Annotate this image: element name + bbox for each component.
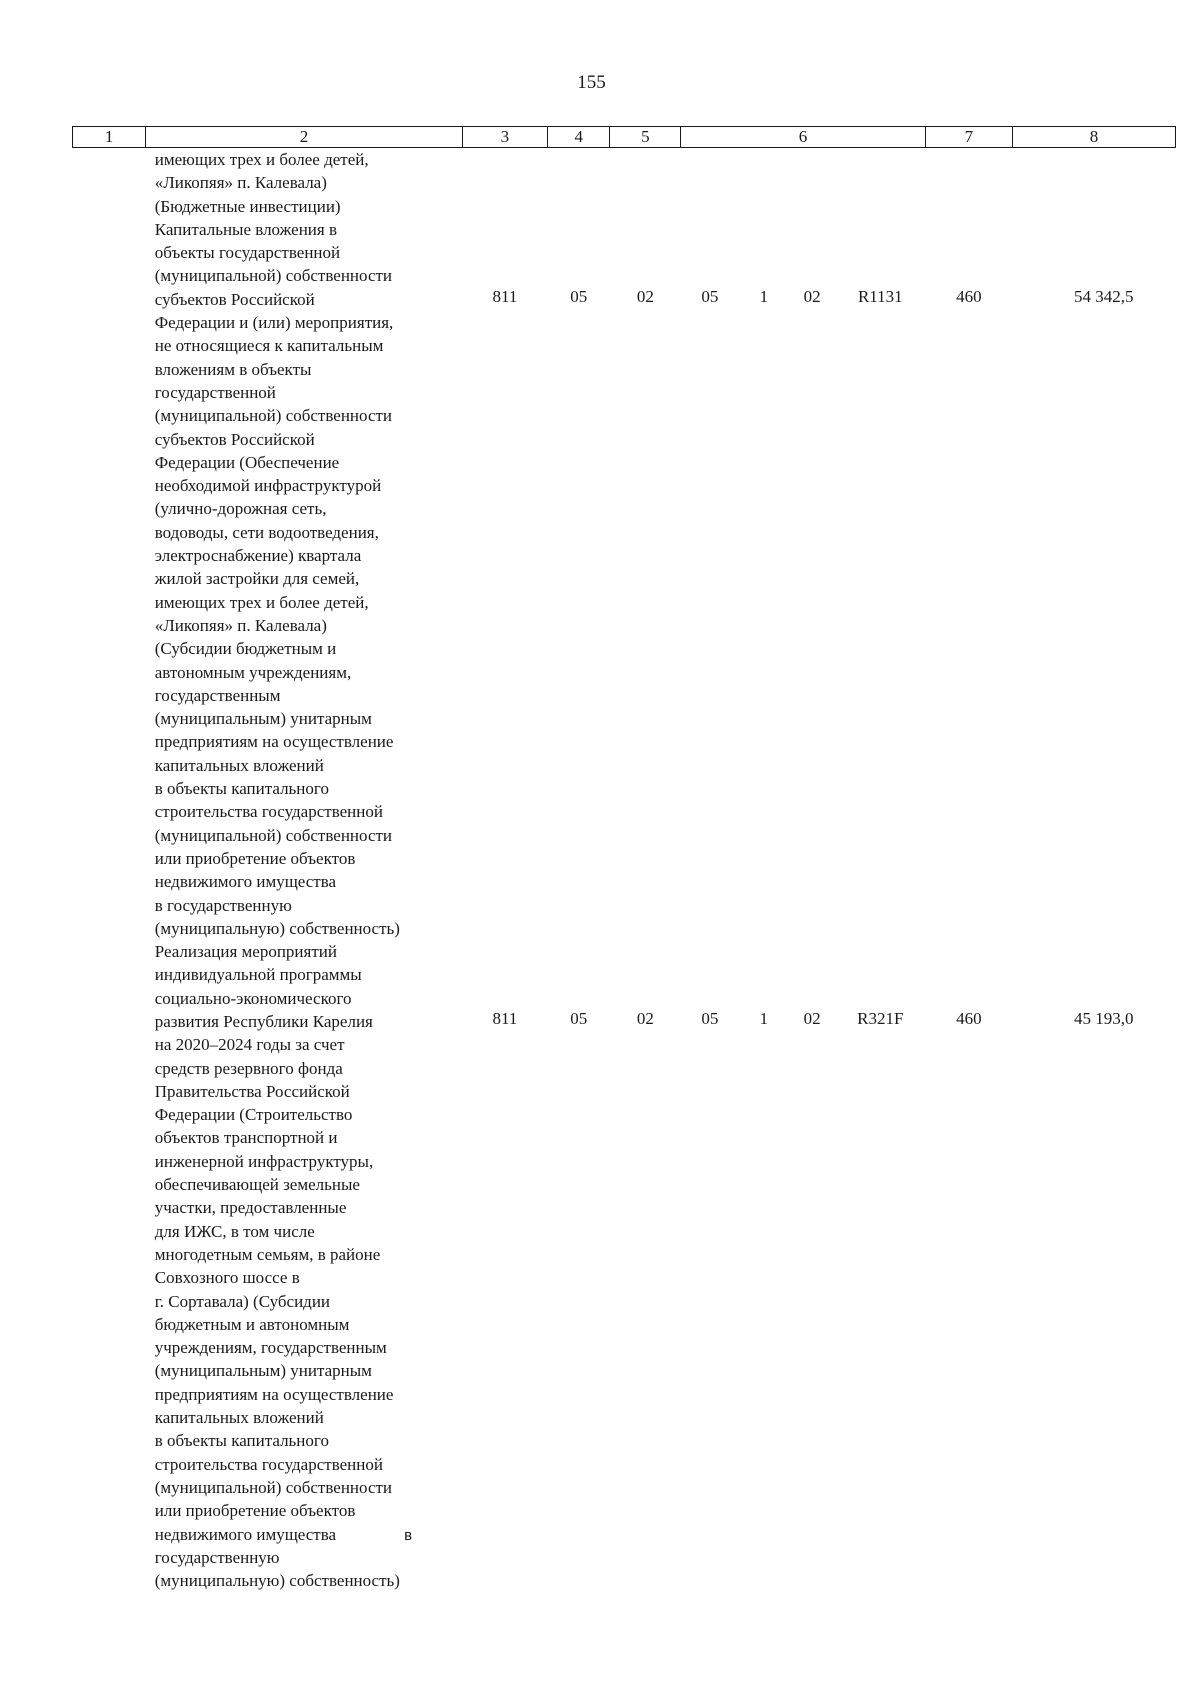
cell-value: 02 [803, 1009, 821, 1029]
cell-c6b [739, 148, 789, 218]
cell-c8 [1013, 218, 1176, 940]
budget-table [72, 126, 1176, 1592]
description-line: Федерации и (или) мероприятия, [154, 313, 394, 333]
description-line: Совхозного шоссе в [154, 1268, 300, 1288]
cell-c6d [836, 218, 926, 940]
column-header: 2 [146, 127, 462, 148]
description-line: государственным [154, 685, 281, 705]
stray-word: в [404, 1526, 413, 1544]
description-line: многодетным семьям, в районе [154, 1244, 381, 1264]
cell-c5 [610, 148, 681, 218]
table-header-row [73, 127, 1176, 148]
cell-row-number [73, 940, 146, 1592]
cell-value: 05 [701, 1009, 719, 1029]
cell-c6a [681, 148, 739, 218]
description-line: Правительства Российской [154, 1081, 350, 1101]
column-header: 8 [1013, 127, 1176, 148]
description-line: (Субсидии бюджетным и [154, 639, 337, 659]
cell-value: 811 [492, 1009, 518, 1029]
cell-row-number [73, 218, 146, 940]
cell-value: 02 [636, 1009, 654, 1029]
description-line: «Ликопяя» п. Калевала) [154, 173, 327, 193]
table-body [73, 148, 1176, 1593]
cell-value: 1 [759, 286, 769, 306]
cell-value: 45 193,0 [1074, 1009, 1134, 1029]
cell-value: R1131 [857, 286, 903, 306]
cell-value: 05 [570, 1009, 588, 1029]
description-line: Реализация мероприятий [154, 942, 337, 962]
description-line: не относящиеся к капитальным [154, 336, 384, 356]
description-line: средств резервного фонда [154, 1058, 343, 1078]
table-row [73, 148, 1176, 218]
cell-c6d [836, 148, 926, 218]
description-line: в объекты капитального [154, 779, 329, 799]
description-line: бюджетным и автономным [154, 1314, 350, 1334]
column-header: 3 [462, 127, 547, 148]
description-line: инженерной инфраструктуры, [154, 1151, 374, 1171]
description-line: учреждениям, государственным [154, 1338, 387, 1358]
cell-description [146, 148, 462, 218]
column-header: 4 [548, 127, 610, 148]
cell-c6c [789, 218, 836, 940]
cell-c6b [739, 218, 789, 940]
description-line: субъектов Российской [154, 289, 315, 309]
description-line: строительства государственной [154, 802, 383, 822]
description-line: Капитальные вложения в [154, 219, 337, 239]
column-header: 1 [73, 127, 146, 148]
column-header: 5 [610, 127, 681, 148]
description-line: г. Сортавала) (Субсидии [154, 1291, 331, 1311]
description-line: предприятиям на осуществление [154, 1384, 394, 1404]
cell-c7 [925, 148, 1013, 218]
cell-description [146, 218, 462, 940]
description-line: Федерации (Обеспечение [154, 452, 340, 472]
cell-c6b [739, 940, 789, 1592]
description-line: на 2020–2024 годы за счет [154, 1035, 345, 1055]
description-line: субъектов Российской [154, 429, 315, 449]
description-line: Федерации (Строительство [154, 1105, 353, 1125]
description-line: государственную [154, 1547, 280, 1567]
cell-c7 [925, 218, 1013, 940]
cell-c4 [548, 218, 610, 940]
description-line: (муниципальным) унитарным [154, 1361, 372, 1381]
description-line: (муниципальным) унитарным [154, 709, 372, 729]
cell-c3 [462, 940, 547, 1592]
description-line: необходимой инфраструктурой [154, 476, 382, 496]
description-line: (муниципальную) собственность) [154, 1571, 400, 1591]
description-line: объекты государственной [154, 243, 341, 263]
cell-c3 [462, 148, 547, 218]
description-line: водоводы, сети водоотведения, [154, 522, 379, 542]
cell-c6a [681, 218, 739, 940]
table-row [73, 218, 1176, 940]
description-line: в объекты капитального [154, 1431, 329, 1451]
cell-c4 [548, 148, 610, 218]
description-line: в государственную [154, 895, 292, 915]
cell-description [146, 940, 462, 1592]
cell-value: 811 [492, 286, 518, 306]
page-number: 155 [577, 72, 606, 93]
description-line: (муниципальной) собственности [154, 1477, 393, 1497]
table-row [73, 940, 1176, 1592]
description-line: социально-экономического [154, 988, 352, 1008]
cell-c6c [789, 940, 836, 1592]
column-header: 7 [925, 127, 1013, 148]
description-line: жилой застройки для семей, [154, 569, 360, 589]
description-line: (Бюджетные инвестиции) [154, 196, 341, 216]
description-line: капитальных вложений [154, 1408, 324, 1428]
description-line: (муниципальную) собственность) [154, 918, 400, 938]
description-line: государственной [154, 382, 276, 402]
description-line: (улично-дорожная сеть, [154, 499, 327, 519]
description-line: или приобретение объектов [154, 1501, 356, 1521]
cell-c6d [836, 940, 926, 1592]
description-line: участки, предоставленные [154, 1198, 347, 1218]
cell-value: 1 [759, 1009, 769, 1029]
cell-c5 [610, 940, 681, 1592]
description-line: (муниципальной) собственности [154, 266, 393, 286]
cell-value: 05 [570, 286, 588, 306]
description-line: недвижимого имущества [154, 872, 337, 892]
description-line: «Ликопяя» п. Калевала) [154, 615, 327, 635]
cell-row-number [73, 148, 146, 218]
description-line: объектов транспортной и [154, 1128, 338, 1148]
cell-c3 [462, 218, 547, 940]
description-line: для ИЖС, в том числе [154, 1221, 315, 1241]
description-line: строительства государственной [154, 1454, 383, 1474]
column-header: 6 [681, 127, 925, 148]
cell-c5 [610, 218, 681, 940]
description-line: или приобретение объектов [154, 848, 356, 868]
description-line: предприятиям на осуществление [154, 732, 394, 752]
cell-value: 02 [803, 286, 821, 306]
description-line: недвижимого имущества в [155, 1523, 462, 1546]
cell-value: 460 [956, 286, 982, 306]
description-line: автономным учреждениям, [154, 662, 352, 682]
cell-c8 [1013, 148, 1176, 218]
cell-c6c [789, 148, 836, 218]
cell-value: R321F [857, 1009, 904, 1029]
cell-value: 05 [701, 286, 719, 306]
description-line: (муниципальной) собственности [154, 406, 393, 426]
cell-c8 [1013, 940, 1176, 1592]
description-line: обеспечивающей земельные [154, 1175, 360, 1195]
cell-value: 54 342,5 [1074, 286, 1134, 306]
description-line: (муниципальной) собственности [154, 825, 393, 845]
description-line: развития Республики Карелия [154, 1011, 373, 1031]
cell-value: 460 [956, 1009, 982, 1029]
cell-c7 [925, 940, 1013, 1592]
cell-c6a [681, 940, 739, 1592]
description-line: имеющих трех и более детей, [154, 150, 369, 169]
cell-c4 [548, 940, 610, 1592]
description-line: электроснабжение) квартала [154, 546, 362, 566]
description-line: капитальных вложений [154, 755, 324, 775]
cell-value: 02 [636, 286, 654, 306]
description-line: вложениям в объекты [154, 359, 312, 379]
description-line: индивидуальной программы [154, 965, 362, 985]
description-line: имеющих трех и более детей, [154, 592, 369, 612]
